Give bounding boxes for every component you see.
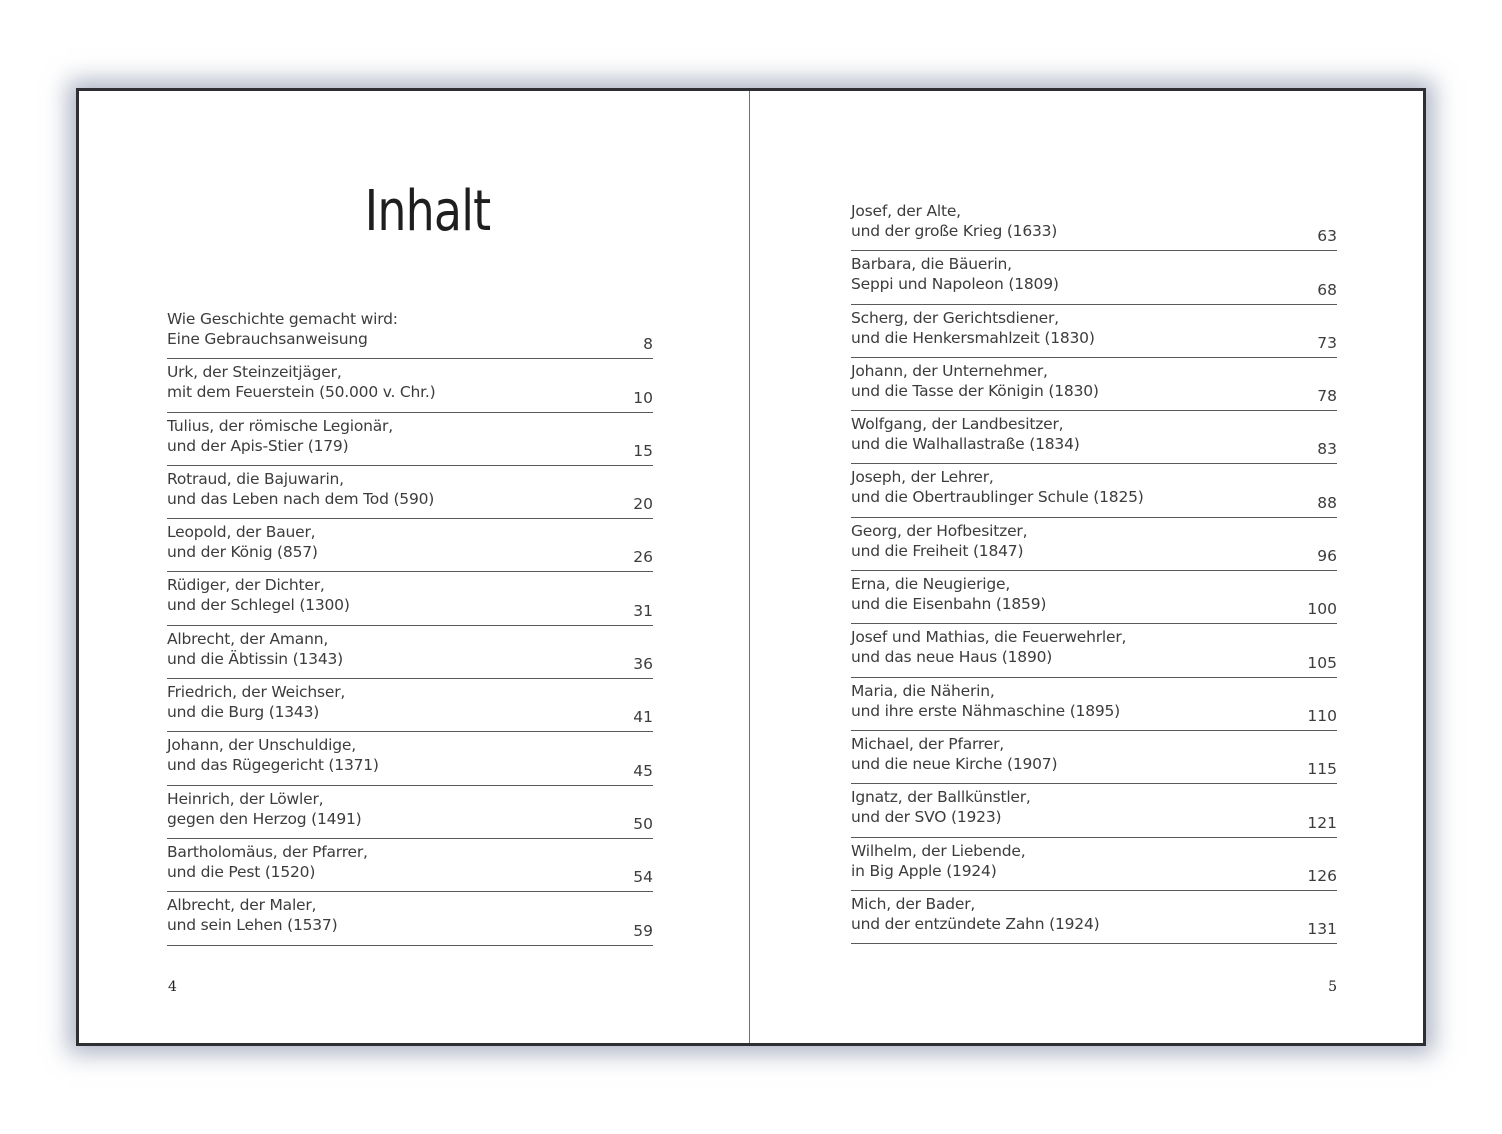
toc-list-right	[851, 198, 1337, 944]
toc-entry-line1: Joseph, der Lehrer,	[851, 468, 994, 487]
toc-list-left	[167, 306, 653, 946]
toc-entry-line1: Friedrich, der Weichser,	[167, 683, 346, 702]
toc-entry-line2: und der Apis-Stier (179)	[167, 436, 349, 455]
book-spread	[76, 88, 1426, 1046]
toc-entry-line2: und die Walhallastraße (1834)	[851, 435, 1080, 454]
toc-entry-page-number: 96	[1317, 547, 1337, 566]
toc-entry-page-number: 115	[1307, 760, 1337, 779]
toc-entry-line1: Mich, der Bader,	[851, 894, 976, 913]
toc-entry-line2: und die neue Kirche (1907)	[851, 754, 1058, 773]
toc-entry-page-number: 54	[633, 868, 653, 887]
toc-entry-page-number: 45	[633, 761, 653, 780]
toc-entry-line2: und der große Krieg (1633)	[851, 222, 1058, 240]
toc-entry-line1: Johann, der Unternehmer,	[851, 361, 1048, 380]
toc-entry-page-number: 83	[1317, 440, 1337, 459]
toc-entry-page-number: 131	[1307, 920, 1337, 939]
toc-entry-page-number: 59	[633, 921, 653, 940]
toc-entry-line2: mit dem Feuerstein (50.000 v. Chr.)	[167, 383, 436, 402]
toc-entry-line1: Heinrich, der Löwler,	[167, 789, 324, 808]
toc-entry	[167, 786, 653, 839]
toc-entry-line2: und der entzündete Zahn (1924)	[851, 914, 1100, 933]
right-page	[750, 91, 1423, 1043]
toc-entry-line2: und der SVO (1923)	[851, 808, 1002, 827]
toc-entry	[851, 411, 1337, 464]
toc-entry	[167, 572, 653, 625]
toc-entry-page-number: 73	[1317, 333, 1337, 352]
toc-entry-line1: Wolfgang, der Landbesitzer,	[851, 415, 1064, 434]
toc-entry-line1: Erna, die Neugierige,	[851, 575, 1011, 594]
toc-entry-line1: Rüdiger, der Dichter,	[167, 576, 325, 595]
toc-entry-page-number: 88	[1317, 493, 1337, 512]
toc-entry-line1: Scherg, der Gerichtsdiener,	[851, 308, 1059, 327]
page-number-left: 4	[168, 979, 177, 995]
toc-entry-line2: Seppi und Napoleon (1809)	[851, 275, 1059, 294]
toc-entry-line2: und die Pest (1520)	[167, 862, 316, 881]
toc-entry-page-number: 36	[633, 655, 653, 674]
toc-entry-line1: Josef und Mathias, die Feuerwehrler,	[851, 628, 1127, 647]
toc-entry	[851, 358, 1337, 411]
page-number-right: 5	[1328, 979, 1337, 995]
toc-entry-line2: und der Schlegel (1300)	[167, 596, 350, 615]
toc-entry-line2: und die Henkersmahlzeit (1830)	[851, 328, 1095, 347]
toc-entry-line1: Wie Geschichte gemacht wird:	[167, 310, 398, 328]
toc-entry	[167, 892, 653, 945]
toc-entry-line1: Josef, der Alte,	[851, 202, 961, 220]
toc-entry-page-number: 50	[633, 814, 653, 833]
toc-entry-line2: und das Leben nach dem Tod (590)	[167, 489, 435, 508]
toc-entry	[851, 838, 1337, 891]
toc-entry-line1: Urk, der Steinzeitjäger,	[167, 363, 342, 382]
toc-entry	[851, 731, 1337, 784]
toc-entry-line1: Tulius, der römische Legionär,	[167, 416, 393, 435]
toc-entry-page-number: 126	[1307, 866, 1337, 885]
toc-entry-line2: und die Eisenbahn (1859)	[851, 595, 1047, 614]
toc-entry-line1: Barbara, die Bäuerin,	[851, 255, 1012, 274]
toc-entry-line2: und die Freiheit (1847)	[851, 541, 1024, 560]
toc-entry	[167, 519, 653, 572]
toc-entry-page-number: 110	[1307, 706, 1337, 725]
toc-entry-line2: und der König (857)	[167, 543, 318, 562]
toc-entry	[167, 626, 653, 679]
toc-entry	[851, 251, 1337, 304]
toc-entry-page-number: 41	[633, 708, 653, 727]
toc-entry-line1: Maria, die Näherin,	[851, 681, 995, 700]
toc-entry-line2: gegen den Herzog (1491)	[167, 809, 362, 828]
toc-entry-page-number: 26	[633, 548, 653, 567]
toc-entry-line1: Ignatz, der Ballkünstler,	[851, 788, 1031, 807]
toc-entry	[851, 198, 1337, 251]
toc-entry-page-number: 68	[1317, 280, 1337, 299]
toc-entry-page-number: 10	[633, 388, 653, 407]
toc-entry-line2: Eine Gebrauchsanweisung	[167, 330, 368, 348]
toc-entry-line2: und die Obertraublinger Schule (1825)	[851, 488, 1144, 507]
toc-entry-line1: Georg, der Hofbesitzer,	[851, 521, 1028, 540]
toc-entry-line2: und das neue Haus (1890)	[851, 648, 1053, 667]
toc-entry	[851, 784, 1337, 837]
toc-entry-page-number: 20	[633, 495, 653, 514]
toc-entry	[167, 466, 653, 519]
toc-entry	[851, 891, 1337, 944]
toc-entry	[851, 305, 1337, 358]
toc-entry-line2: und das Rügegericht (1371)	[167, 756, 379, 775]
toc-entry-line2: in Big Apple (1924)	[851, 861, 997, 880]
toc-entry-page-number: 8	[643, 335, 653, 354]
toc-entry	[167, 413, 653, 466]
toc-entry	[167, 306, 653, 359]
toc-entry	[851, 518, 1337, 571]
toc-entry-line1: Albrecht, der Maler,	[167, 896, 317, 915]
toc-entry-page-number: 63	[1317, 227, 1337, 246]
toc-entry-line2: und die Tasse der Königin (1830)	[851, 381, 1099, 400]
toc-entry-line2: und die Burg (1343)	[167, 703, 320, 722]
toc-entry	[851, 678, 1337, 731]
toc-entry-line1: Michael, der Pfarrer,	[851, 734, 1004, 753]
toc-entry-page-number: 100	[1307, 600, 1337, 619]
toc-entry	[167, 839, 653, 892]
toc-entry-line1: Bartholomäus, der Pfarrer,	[167, 842, 368, 861]
toc-entry	[851, 571, 1337, 624]
toc-entry-line1: Johann, der Unschuldige,	[167, 736, 356, 755]
toc-entry-line2: und ihre erste Nähmaschine (1895)	[851, 701, 1121, 720]
toc-entry-line2: und die Äbtissin (1343)	[167, 649, 343, 668]
toc-entry-line1: Leopold, der Bauer,	[167, 523, 316, 542]
toc-entry	[851, 464, 1337, 517]
toc-entry-page-number: 121	[1307, 813, 1337, 832]
toc-entry-page-number: 78	[1317, 387, 1337, 406]
left-page	[79, 91, 749, 1043]
toc-entry-line1: Rotraud, die Bajuwarin,	[167, 469, 344, 488]
toc-entry	[167, 359, 653, 412]
toc-entry-page-number: 31	[633, 601, 653, 620]
toc-entry-line1: Albrecht, der Amann,	[167, 629, 329, 648]
toc-entry-page-number: 15	[633, 441, 653, 460]
toc-entry	[167, 732, 653, 785]
toc-entry-line2: und sein Lehen (1537)	[167, 916, 338, 935]
toc-entry-line1: Wilhelm, der Liebende,	[851, 841, 1026, 860]
toc-entry	[851, 624, 1337, 677]
page-title: Inhalt	[364, 179, 491, 244]
toc-entry	[167, 679, 653, 732]
toc-entry-page-number: 105	[1307, 653, 1337, 672]
